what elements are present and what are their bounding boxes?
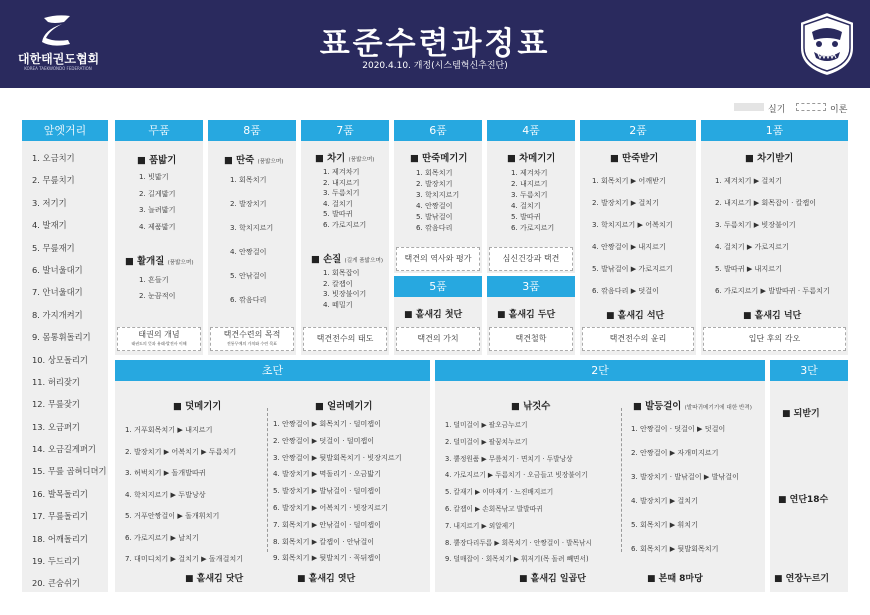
list-item: 2. 안짱걸이 ▶ 자개미지르기	[631, 448, 719, 457]
section-items	[592, 170, 673, 302]
list-item: 8. 회목치기 ▶ 칼잽이 · 안낚걸이	[273, 536, 375, 546]
list-item: 1. 덜미걸이 ▶ 팔오금누르기	[445, 421, 528, 429]
dan-column-idan	[435, 360, 765, 592]
list-item: 5. 발낚걸이 ▶ 가로지르기	[592, 264, 673, 273]
section-title: ■ 딴죽받기	[610, 153, 659, 164]
list-item: 4. 안짱걸이	[230, 247, 267, 256]
list-item: 6. 깎음다리	[416, 223, 453, 232]
list-item: 6. 가로지르기 ▶ 발발따귀 · 두름치기	[715, 286, 830, 295]
list-item: 2. 무릎치기	[32, 175, 75, 186]
section-items	[323, 167, 366, 230]
section-title: ■ 발등걸이 (발따귀메기기에 대한 반격)	[633, 401, 752, 412]
grade-column-mupum	[115, 120, 203, 355]
list-item: 3. 저기기	[32, 197, 67, 208]
grade-header: 무품	[115, 120, 203, 141]
list-item: 15. 무릎 곱혀디뎌기	[32, 466, 107, 477]
org-name-en: KOREA TAEKWONDO FEDERATION	[24, 66, 92, 71]
list-item: 4. 제품밟기	[139, 221, 176, 231]
section-items	[416, 167, 459, 233]
list-item: 13. 오금펴기	[32, 421, 80, 432]
list-item: 1. 안짱걸이 ▶ 회목치기 · 덜미잽이	[273, 419, 381, 428]
list-item: 6. 가로지르기	[511, 223, 555, 232]
header-banner	[0, 0, 870, 88]
grade-header: 8품	[208, 120, 296, 141]
list-item: 4. 발장치기 ▶ 걸치기	[631, 496, 698, 505]
list-item: 19. 두드리기	[32, 556, 80, 567]
list-item: 2. 눈끔적이	[139, 291, 176, 300]
list-item: 3. 학치지르기 ▶ 어복치기	[592, 220, 673, 229]
list-item: 2. 칼잽이	[323, 278, 353, 288]
list-item: 3. 뿔정원품 ▶ 무릎치기 · 면치기 · 두발낭상	[445, 454, 573, 463]
theory-box: 택견철학	[489, 327, 573, 351]
list-item: 5. 안낚걸이	[230, 271, 267, 280]
section-title: ■ 딴죽메기기	[410, 153, 468, 164]
guardian-emblem-icon	[796, 10, 858, 78]
list-item: 1. 회목치기	[230, 175, 267, 184]
theory-box: 태권의 개념 태권도의 뜻과 유래·발전사 이해	[117, 327, 201, 351]
list-item: 1. 거푸회목치기 ▶ 내지르기	[125, 425, 213, 434]
footer-item: ■ 홀새김 엿단	[297, 574, 356, 584]
grade-column-6pum	[394, 120, 482, 273]
list-item: 2. 발장치기 ▶ 어복치기 ▶ 두름치기	[125, 446, 237, 456]
list-item: 2. 내지르기 ▶ 회목잡이 · 칼잽이	[715, 198, 817, 207]
list-item: 1. 제겨치기 ▶ 걸치기	[715, 176, 782, 185]
list-item: 2. 발장치기	[230, 199, 267, 208]
section-title: ■ 얼러메기기	[315, 401, 373, 412]
list-item: 3. 학치지르기	[230, 223, 274, 232]
list-item: 4. 걸치기	[511, 201, 541, 210]
list-item: 4. 안짱걸이	[416, 201, 453, 210]
footer-item: ■ 홀새김 석단	[606, 311, 665, 321]
list-item: 5. 무릎재기	[32, 242, 75, 253]
list-item: 1. 빗밟기	[139, 172, 169, 181]
theory-box: 택견전수의 윤리	[582, 327, 694, 351]
list-item: 11. 허리잦기	[32, 376, 80, 387]
list-item: 5. 발따귀	[323, 209, 353, 218]
grade-header: 3품	[487, 276, 575, 297]
list-item: 3. 빗장불이기	[323, 289, 367, 298]
list-item: 10. 상모돌리기	[32, 354, 88, 365]
list-item: ■ 되받기	[782, 409, 820, 419]
list-item: 1. 회목잡이	[323, 268, 360, 277]
section-title: ■ 손질 (길게 품밟으며)	[311, 254, 384, 265]
grade-header: 5품	[394, 276, 482, 297]
list-item: 2. 발장치기	[416, 179, 453, 188]
list-item: 6. 회목치기 ▶ 뒷발회목치기	[631, 544, 719, 553]
list-item: 20. 큰숨쉬기	[32, 578, 80, 589]
footer-item: ■ 홀새김 첫단	[404, 310, 463, 320]
section-items	[139, 272, 175, 304]
grade-column-5pum	[394, 276, 482, 355]
list-item: 8. 뿔장다리두름 ▶ 회목치기 · 안짱걸이 · 발목낚시	[445, 538, 592, 547]
section-title: ■ 낚것수	[511, 401, 551, 412]
footer-item: ■ 홀새김 일곱단	[519, 574, 586, 584]
list-item: 4. 걸치기	[323, 198, 353, 208]
list-item: 7. 대미디치기 ▶ 걸치기 ▶ 돌개걸치기	[125, 554, 244, 563]
list-item: 3. 발장치기 · 발낚걸이 ▶ 발낚걸이	[631, 472, 739, 481]
list-item: 17. 무릎돌리기	[32, 511, 88, 522]
section-title: ■ 품밟기	[137, 155, 177, 166]
list-item: 5. 발장치기 ▶ 발낚걸이 · 덜미잽이	[273, 486, 381, 496]
list-item: 6. 깎음다리 ▶ 덧걸이	[592, 286, 659, 295]
list-item: 6. 깎음다리	[230, 295, 267, 304]
section-items	[230, 168, 273, 312]
list-item: 6. 칼잽이 ▶ 손회목낚고 발발따귀	[445, 504, 543, 513]
list-item: 1. 제겨차기	[511, 168, 548, 177]
section-items	[323, 268, 366, 310]
dan-header: 2단	[435, 360, 765, 381]
list-item: 9. 몸통휘돌리기	[32, 332, 91, 343]
list-item: 9. 회목치기 ▶ 뒷발치기 · 꼭뒤잽이	[273, 553, 381, 563]
section-title: ■ 덧메기기	[173, 401, 222, 412]
section-title: ■ 차기받기	[745, 153, 794, 164]
list-item: 5. 발따귀	[511, 212, 541, 221]
pedagogy-column	[22, 120, 108, 592]
list-item: 4. 떼밀기	[323, 299, 353, 309]
list-item: 7. 안너울대기	[32, 287, 83, 298]
list-item: 5. 회목치기 ▶ 휘치기	[631, 520, 698, 529]
legend-theory-swatch	[796, 103, 826, 111]
list-item: 6. 발너울대기	[32, 264, 83, 275]
list-item: 4. 학치지르기 ▶ 두발낭상	[125, 489, 206, 499]
list-item: 8. 가지개켜기	[32, 309, 83, 320]
section-title: ■ 차기 (품밟으며)	[315, 153, 375, 164]
list-item: 3. 허벅치기 ▶ 돌개발따귀	[125, 468, 206, 477]
theory-box: 택견수련의 목적 전통무예의 가치와 수련 목표	[210, 327, 294, 351]
list-item: 6. 발장치기 ▶ 어복치기 · 빗장지르기	[273, 502, 388, 512]
section-items	[511, 167, 554, 233]
list-item: 16. 발목돌리기	[32, 488, 88, 499]
list-item: 1. 안짱걸이 · 덧걸이 ▶ 덧걸이	[631, 424, 726, 433]
list-item: 4. 발장치기 ▶ 멱돌리기 · 오금밟기	[273, 469, 381, 479]
list-item: 4. 가로지르기 ▶ 두름치기 · 오금들고 빗장불이기	[445, 471, 588, 480]
list-item: 2. 길게밟기	[139, 188, 176, 198]
list-item: 5. 거푸안짱걸이 ▶ 돌개휘치기	[125, 511, 220, 520]
list-item: 2. 내지르기	[511, 179, 548, 188]
section-items	[445, 417, 592, 568]
section-items	[715, 170, 830, 302]
dan-column-chodan	[115, 360, 430, 592]
footer-item: ■ 홀새김 두단	[497, 310, 556, 320]
list-item: 2. 내지르기	[323, 177, 360, 187]
list-item: 3. 두름치기 ▶ 빗장불이기	[715, 220, 796, 229]
section-items	[273, 416, 402, 567]
grade-column-8pum	[208, 120, 296, 355]
grade-column-2pum	[580, 120, 696, 355]
page-subtitle: 2020.4.10. 개정(시스템혁신추진단)	[362, 61, 508, 71]
list-item: 1. 제겨차기	[323, 167, 360, 176]
footer-item: ■ 홀새김 넉단	[743, 311, 802, 321]
section-title: ■ 딴죽 (품밟으며)	[224, 155, 284, 166]
list-item: 6. 가로지르기	[323, 219, 367, 229]
list-item: 2. 덜미걸이 ▶ 팔꿈치누르기	[445, 437, 528, 446]
list-item: 3. 늘려밟기	[139, 205, 176, 214]
column-divider	[267, 408, 268, 552]
list-item: 3. 두름치기	[511, 190, 548, 199]
legend-practical-label: 실기	[768, 105, 786, 115]
list-item: 6. 가로지르기 ▶ 날치기	[125, 532, 199, 542]
section-title: ■ 차메기기	[507, 153, 556, 164]
section-items	[631, 417, 739, 561]
list-item: 3. 두름치기	[323, 188, 360, 197]
column-divider	[621, 408, 622, 552]
list-item: 4. 발재기	[32, 220, 67, 231]
list-item: 5. 발따귀 ▶ 내지르기	[715, 264, 782, 273]
list-item: 7. 회목치기 ▶ 안낚걸이 · 덜미잽이	[273, 519, 381, 529]
list-item: 14. 오금길게펴기	[32, 444, 96, 455]
grade-header: 4품	[487, 120, 575, 141]
footer-item: ■ 홀새김 닷단	[185, 574, 244, 584]
theory-box: 택견의 가치	[396, 327, 480, 351]
theory-box: 택견전수의 태도	[303, 327, 387, 351]
list-item: 4. 걸치기 ▶ 가로지르기	[715, 242, 789, 251]
grade-column-7pum	[301, 120, 389, 355]
grade-column-3pum	[487, 276, 575, 355]
list-item: 5. 칼재기 ▶ 이마재기 · 느진배지르기	[445, 488, 554, 497]
list-item: 1. 오금치기	[32, 153, 75, 163]
list-item: 1. 회목치기 ▶ 어깨받기	[592, 176, 666, 185]
theory-box: 택견의 역사와 평가	[396, 247, 480, 271]
list-item: 18. 어깨돌리기	[32, 533, 88, 544]
grade-header: 1품	[701, 120, 848, 141]
list-item: ■ 연단18수	[778, 495, 829, 505]
dan-column-samdan	[770, 360, 848, 592]
grade-header: 2품	[580, 120, 696, 141]
theory-box: 입단 후의 각오	[703, 327, 846, 351]
grade-header: 6품	[394, 120, 482, 141]
pedagogy-header: 앞엣거리	[22, 120, 108, 141]
section-items	[125, 419, 243, 570]
list-item: 3. 학치지르기	[416, 190, 460, 199]
pedagogy-list	[32, 152, 107, 600]
section-title: ■ 활개질 (품밟으며)	[125, 256, 194, 267]
list-item: 2. 발장치기 ▶ 걸치기	[592, 198, 659, 207]
dan-header: 3단	[770, 360, 848, 381]
org-name: 대한태권도협회	[18, 52, 100, 66]
legend-practical-swatch	[734, 103, 764, 111]
grade-header: 7품	[301, 120, 389, 141]
legend-theory-label: 이론	[830, 105, 848, 115]
list-item: 2. 안짱걸이 ▶ 덧걸이 · 덜미잽이	[273, 435, 375, 445]
list-item: 3. 안짱걸이 ▶ 뒷발회목치기 · 빗장지르기	[273, 452, 402, 462]
section-items	[139, 169, 175, 235]
list-item: 7. 내지르기 ▶ 외알제기	[445, 521, 515, 530]
list-item: 4. 안짱걸이 ▶ 내지르기	[592, 242, 666, 251]
list-item: 5. 발낚걸이	[416, 212, 453, 221]
page-title: 표준수련과정표	[319, 26, 551, 62]
list-item: 1. 흔들기	[139, 275, 169, 284]
list-item: ■ 연장누르기	[774, 574, 830, 584]
list-item: 1. 회목치기	[416, 168, 453, 177]
grade-column-1pum	[701, 120, 848, 355]
list-item: 12. 무릎잦기	[32, 399, 80, 410]
dan-header: 초단	[115, 360, 430, 381]
grade-column-4pum	[487, 120, 575, 273]
footer-item: ■ 본때 8마당	[647, 574, 703, 584]
list-item: 9. 덜매잡이 · 회목치기 ▶ 휘저기(목 돌려 빼면서)	[445, 555, 589, 564]
theory-box: 심신건강과 택견	[489, 247, 573, 271]
